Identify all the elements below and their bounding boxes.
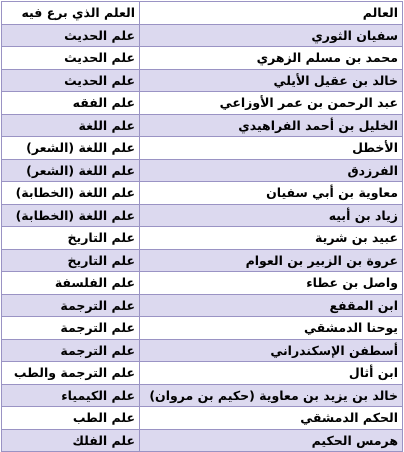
scholar-cell: سفيان الثوري	[140, 24, 403, 47]
scholar-cell: عبد الرحمن بن عمر الأوزاعي	[140, 92, 403, 115]
table-body	[2, 24, 403, 452]
field-cell: علم اللغة	[2, 114, 140, 137]
table-row	[2, 429, 403, 452]
field-cell: علم الحديث	[2, 24, 140, 47]
table-row	[2, 362, 403, 385]
table-row	[2, 114, 403, 137]
scholar-cell: عبيد بن شرية	[140, 227, 403, 250]
scholar-cell: ابن المقفع	[140, 294, 403, 317]
field-cell: علم الترجمة	[2, 339, 140, 362]
table-row	[2, 137, 403, 160]
table-header-row	[2, 2, 403, 25]
table-row	[2, 339, 403, 362]
scholars-table-container	[1, 1, 402, 452]
table-row	[2, 47, 403, 70]
table-row	[2, 69, 403, 92]
scholar-cell: عروة بن الزبير بن العوام	[140, 249, 403, 272]
field-cell: علم الحديث	[2, 47, 140, 70]
table-row	[2, 272, 403, 295]
field-cell: علم الترجمة	[2, 317, 140, 340]
scholar-cell: معاوية بن أبي سفيان	[140, 182, 403, 205]
field-cell: علم اللغة (الشعر)	[2, 159, 140, 182]
scholar-cell: زياد بن أبيه	[140, 204, 403, 227]
field-cell: علم الكيمياء	[2, 384, 140, 407]
header-field: العلم الذي برع فيه	[2, 2, 140, 25]
table-row	[2, 204, 403, 227]
table-row	[2, 384, 403, 407]
field-cell: علم الترجمة والطب	[2, 362, 140, 385]
scholar-cell: محمد بن مسلم الزهري	[140, 47, 403, 70]
scholar-cell: الحكم الدمشقي	[140, 407, 403, 430]
scholar-cell: الفرزدق	[140, 159, 403, 182]
field-cell: علم اللغة (الخطابة)	[2, 182, 140, 205]
table-row	[2, 182, 403, 205]
field-cell: علم اللغة (الشعر)	[2, 137, 140, 160]
scholar-cell: هرمس الحكيم	[140, 429, 403, 452]
field-cell: علم الطب	[2, 407, 140, 430]
scholar-cell: ابن أثال	[140, 362, 403, 385]
field-cell: علم التاريخ	[2, 249, 140, 272]
field-cell: علم الفقه	[2, 92, 140, 115]
scholar-cell: الخليل بن أحمد الفراهيدي	[140, 114, 403, 137]
table-row	[2, 294, 403, 317]
table-row	[2, 159, 403, 182]
field-cell: علم الحديث	[2, 69, 140, 92]
table-row	[2, 249, 403, 272]
table-row	[2, 227, 403, 250]
table-row	[2, 317, 403, 340]
header-scholar: العالم	[140, 2, 403, 25]
table-row	[2, 92, 403, 115]
scholar-cell: واصل بن عطاء	[140, 272, 403, 295]
field-cell: علم الفلك	[2, 429, 140, 452]
scholar-cell: خالد بن يزيد بن معاوية (حكيم بن مروان)	[140, 384, 403, 407]
scholar-cell: خالد بن عقيل الأيلي	[140, 69, 403, 92]
scholar-cell: الأخطل	[140, 137, 403, 160]
table-row	[2, 24, 403, 47]
table-row	[2, 407, 403, 430]
field-cell: علم التاريخ	[2, 227, 140, 250]
scholar-cell: يوحنا الدمشقي	[140, 317, 403, 340]
scholar-cell: أسطفن الإسكندراني	[140, 339, 403, 362]
field-cell: علم الترجمة	[2, 294, 140, 317]
scholars-table	[1, 1, 403, 452]
field-cell: علم الفلسفة	[2, 272, 140, 295]
field-cell: علم اللغة (الخطابة)	[2, 204, 140, 227]
